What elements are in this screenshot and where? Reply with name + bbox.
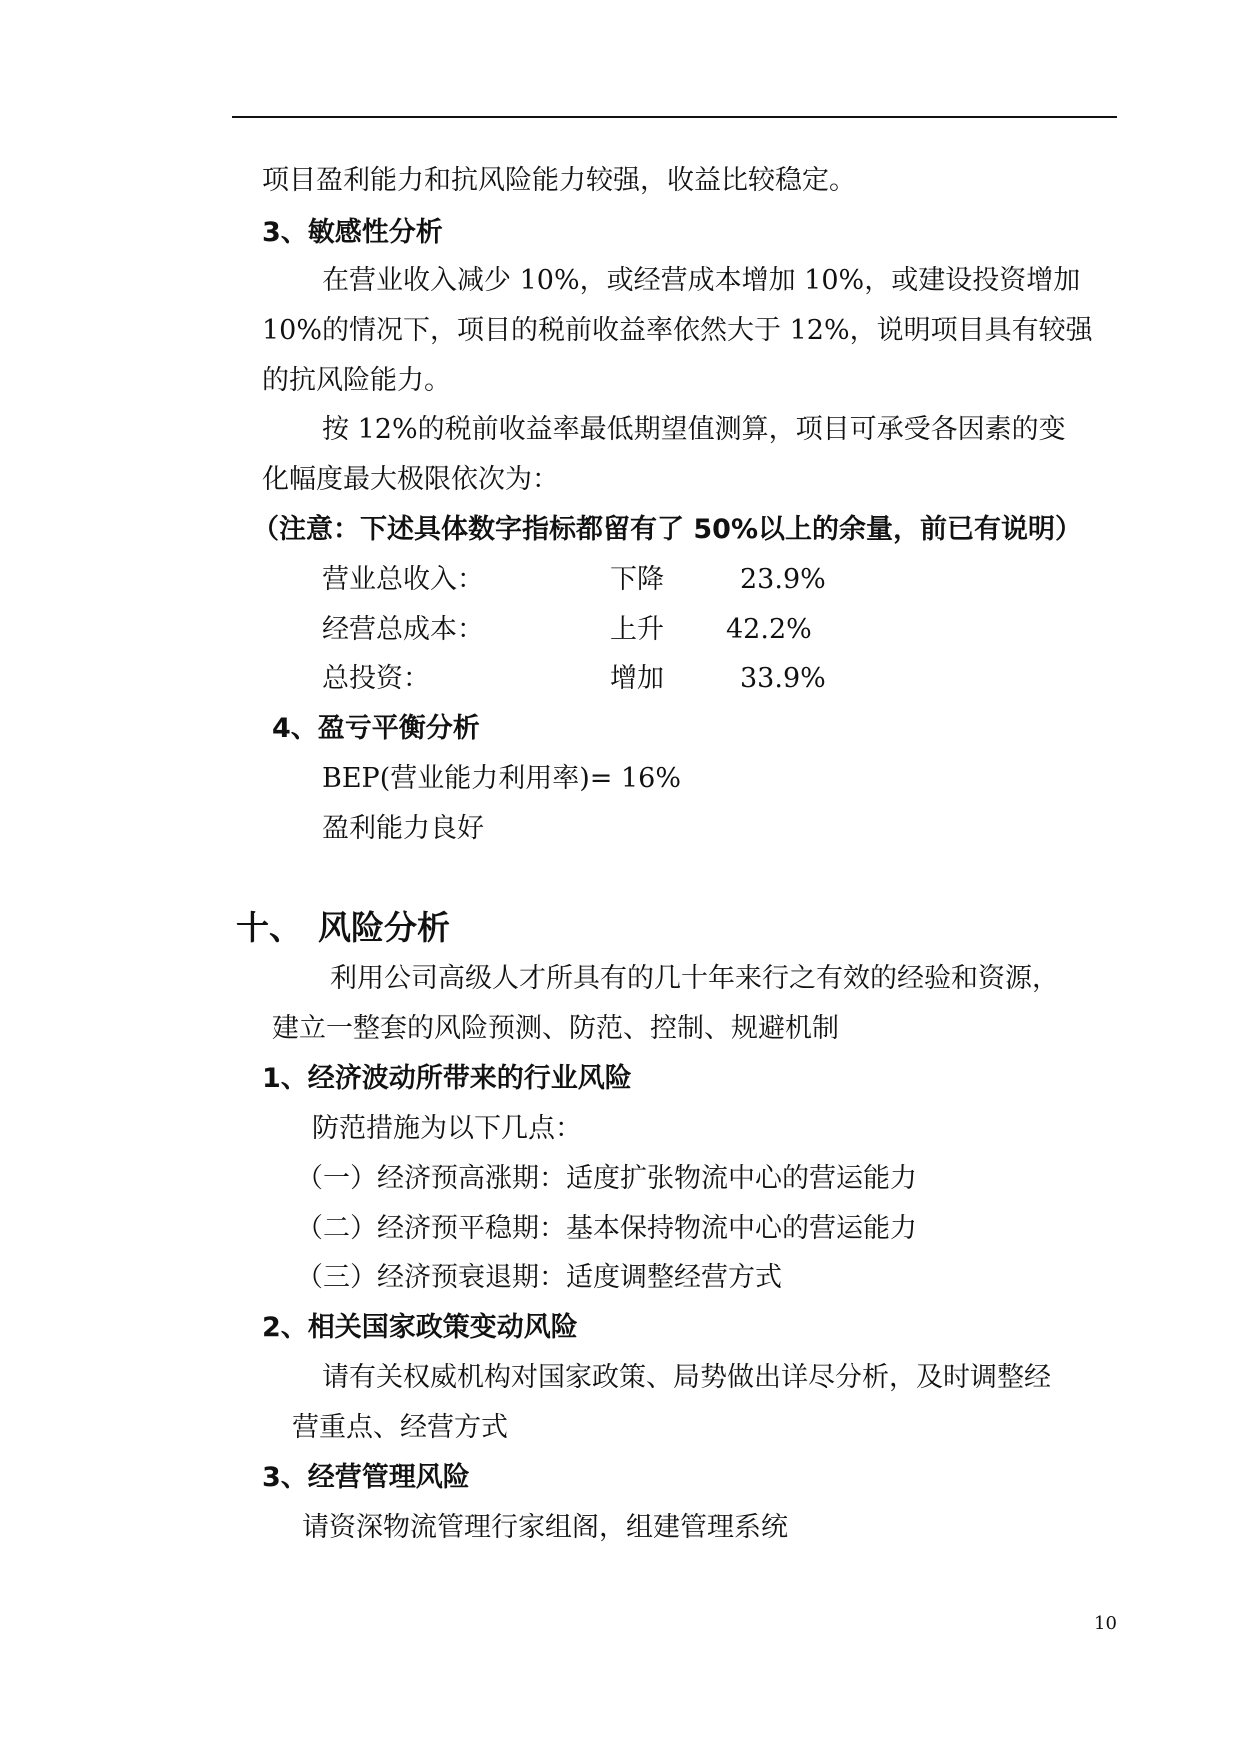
section-heading-management-risk: 3、经营管理风险 bbox=[262, 1462, 470, 1493]
limit-factor: 营业总收入： bbox=[322, 564, 484, 595]
paragraph-text: 化幅度最大极限依次为： bbox=[262, 464, 559, 495]
bep-text: BEP(营业能力利用率)= 16% bbox=[322, 763, 682, 794]
header-rule bbox=[232, 116, 1117, 118]
paragraph-text: 按 12%的税前收益率最低期望值测算，项目可承受各因素的变 bbox=[322, 414, 1066, 445]
section-heading-economic-risk: 1、经济波动所带来的行业风险 bbox=[262, 1063, 632, 1094]
paragraph-text: 项目盈利能力和抗风险能力较强，收益比较稳定。 bbox=[262, 165, 856, 196]
chapter-number: 十、 bbox=[236, 908, 302, 947]
note-text: （注意：下述具体数字指标都留有了 50%以上的余量，前已有说明） bbox=[252, 514, 1083, 545]
paragraph-text: 请有关权威机构对国家政策、局势做出详尽分析，及时调整经 bbox=[322, 1362, 1051, 1393]
paragraph-text: 10%的情况下，项目的税前收益率依然大于 12%，说明项目具有较强 bbox=[262, 315, 1093, 346]
list-item: （一）经济预高涨期：适度扩张物流中心的营运能力 bbox=[296, 1163, 917, 1194]
section-heading-sensitivity: 3、敏感性分析 bbox=[262, 217, 443, 248]
list-item: （三）经济预衰退期：适度调整经营方式 bbox=[296, 1262, 782, 1293]
limit-direction: 增加 bbox=[610, 663, 664, 694]
chapter-title: 风险分析 bbox=[318, 908, 450, 947]
limit-value: 42.2% bbox=[726, 614, 812, 645]
section-heading-breakeven: 4、盈亏平衡分析 bbox=[272, 713, 480, 744]
limit-factor: 经营总成本： bbox=[322, 614, 484, 645]
page-number: 10 bbox=[1094, 1613, 1117, 1634]
limit-factor: 总投资： bbox=[322, 663, 430, 694]
limit-direction: 上升 bbox=[610, 614, 664, 645]
paragraph-text: 营重点、经营方式 bbox=[292, 1412, 508, 1443]
paragraph-text: 建立一整套的风险预测、防范、控制、规避机制 bbox=[272, 1013, 839, 1044]
list-item: （二）经济预平稳期：基本保持物流中心的营运能力 bbox=[296, 1213, 917, 1244]
limit-value: 33.9% bbox=[740, 663, 826, 694]
paragraph-text: 防范措施为以下几点： bbox=[312, 1113, 582, 1144]
bep-note: 盈利能力良好 bbox=[322, 813, 484, 844]
paragraph-text: 的抗风险能力。 bbox=[262, 365, 451, 396]
limit-direction: 下降 bbox=[610, 564, 664, 595]
paragraph-text: 请资深物流管理行家组阁，组建管理系统 bbox=[302, 1512, 788, 1543]
section-heading-policy-risk: 2、相关国家政策变动风险 bbox=[262, 1312, 578, 1343]
limit-value: 23.9% bbox=[740, 564, 826, 595]
paragraph-text: 利用公司高级人才所具有的几十年来行之有效的经验和资源， bbox=[330, 963, 1059, 994]
paragraph-text: 在营业收入减少 10%，或经营成本增加 10%，或建设投资增加 bbox=[322, 265, 1081, 296]
